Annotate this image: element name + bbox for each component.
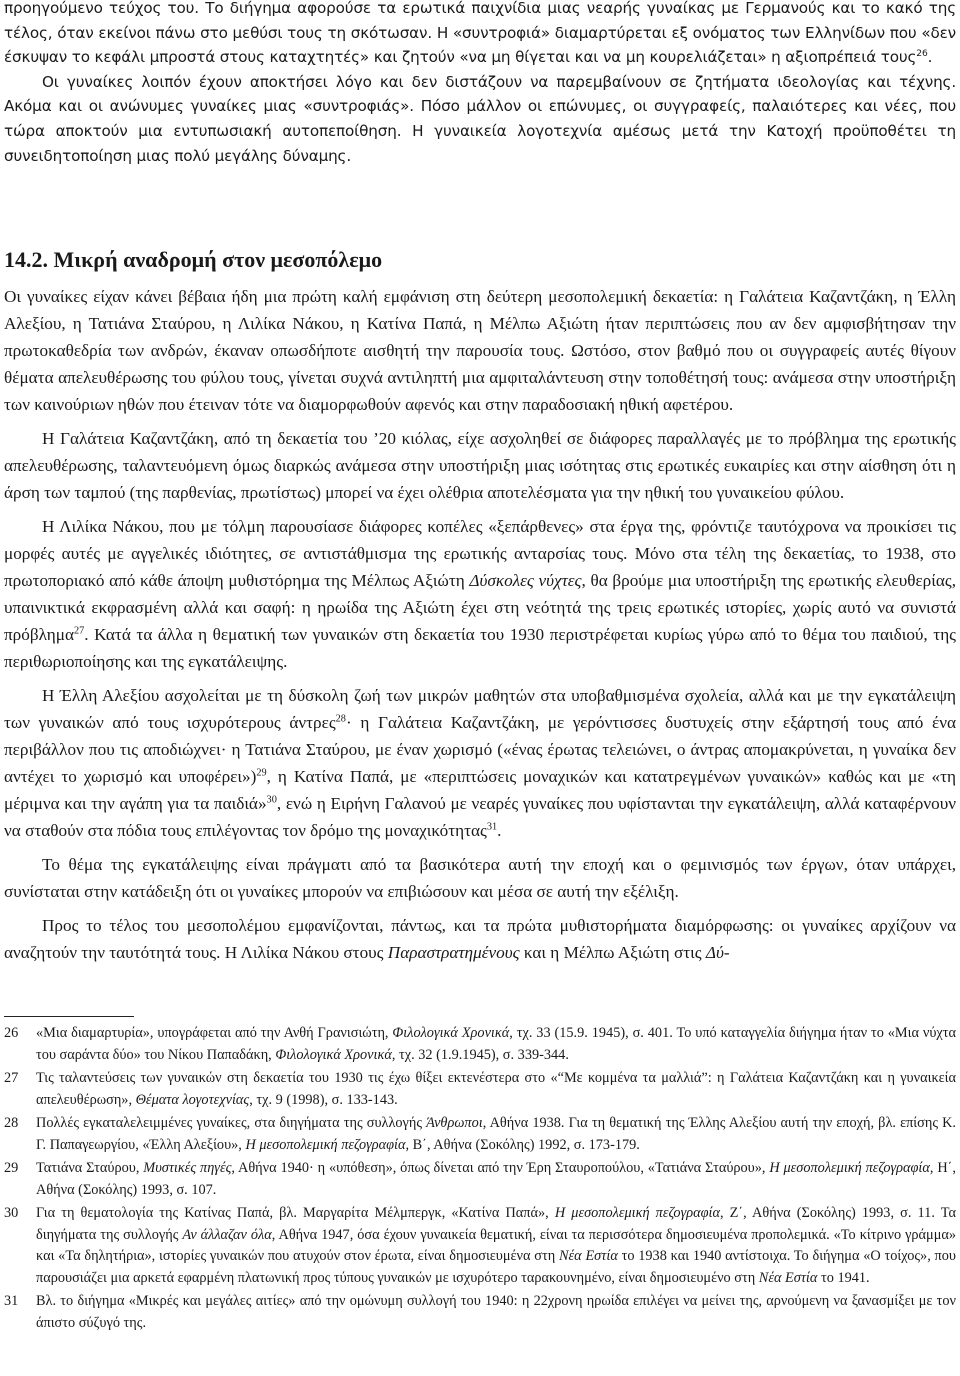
book-title: Δύ- — [705, 942, 730, 962]
footnote-number: 27 — [4, 1070, 19, 1086]
footnote-number: 30 — [4, 1205, 19, 1221]
footnote-number: 31 — [4, 1293, 19, 1309]
body-paragraph-5: Το θέμα της εγκατάλειψης είναι πράγματι από τα βασικότερα αυτή την εποχή και ο φεμινισμός των έργων, όταν υπάρχει, συνίσταται στην κατάδειξη ότι οι γυναίκες μπορούν να επιβιώσουν και μέσα σε αυτή την εξέλιξη. — [4, 854, 956, 901]
book-title: Παραστρατημένους — [387, 942, 520, 962]
footnote-divider — [4, 1016, 134, 1017]
footnote-ref-27[interactable]: 27 — [73, 625, 85, 637]
body-paragraph-4: Η Έλλη Αλεξίου ασχολείται με τη δύσκολη ζωή των μικρών μαθητών στα υποβαθμισμένα σχολεία, αλλά και με την εγκατάλειψη των γυναικών από τους ισχυρότερους άντρες$^{28}$· η Γαλάτεια Καζαντζάκη, με γερόντισσες δυστυχείς στην εξάρτησή τους από ένα περιβάλλον που τις αποδιώχνει· η Τατιάνα Σταύρου, με έναν χωρισμό («ένας έρωτας τελειώνει, ο άντρας απομακρύνεται, η γυναίκα δεν αντέχει το χωρισμό και υποφέρει»)$^{29}$, η Κατίνα Παπά, με «περιπτώσεις μοναχικών και κατατρεγμένων γυναικών» καθώς και με «τη μέριμνα και την αγάπη για τα παιδιά»$^{30}$, ενώ η Ειρήνη Γαλανού με νεαρές γυναίκες που υφίστανται την εγκατάλειψη, αλλά καταφέρνουν να σταθούν στα πόδια τους επιλέγοντας τον δρόμο της μοναχικότητας$^{31}$. — [4, 685, 957, 841]
footnotes — [4, 1023, 956, 1336]
footnote-number: 28 — [4, 1115, 19, 1131]
book-title: Δύσκολες νύχτες — [469, 570, 582, 590]
body-paragraph-2: Η Γαλάτεια Καζαντζάκη, από τη δεκαετία του ’20 κιόλας, είχε ασχοληθεί σε διάφορες παραλλαγές με το πρόβλημα της ερωτικής απελευθέρωσης, ταλαντευόμενη όμως διαρκώς ανάμεσα στην υποστήριξη μιας ισότητας στις ερωτικές ευκαιρίες και στην αίσθηση ότι η άρση των ταμπού (της παρθενίας, πρωτίστως) μπορεί να έχει ολέθρια αποτελέσματα για την ηθική του γυναικείου φύλου. — [4, 428, 956, 503]
section-body — [4, 283, 956, 966]
body-paragraph-1: Οι γυναίκες είχαν κάνει βέβαια ήδη μια πρώτη καλή εμφάνιση στη δεύτερη μεσοπολεμική δεκαετία: η Γαλάτεια Καζαντζάκη, η Έλλη Αλεξίου, η Τατιάνα Σταύρου, η Λιλίκα Νάκου, η Κατίνα Παπά, η Μέλπω Αξιώτη ήταν περιπτώσεις που αν δεν αμφισβήτησαν την πρωτοκαθεδρία των ανδρών, έκαναν οπωσδήποτε αισθητή την παρουσία τους. Ωστόσο, στον βαθμό που οι συγγραφείς αυτές θίγουν θέματα απελευθέρωσης του φύλου τους, γίνεται συχνά αντιληπτή μια αμφιταλάντευση στην τοποθέτησή τους: ανάμεσα στην υποστήριξη των καινούριων ηθών που έτειναν τότε να διαμορφωθούν αφενός και στην παραδοσιακή ηθική αφετέρου. — [4, 287, 956, 415]
footnote-28: 28 Πολλές εγκαταλελειμμένες γυναίκες, στα διηγήματα της συλλογής Άνθρωποι, Αθήνα 1938. Για τη θεματική της Έλλης Αλεξίου αυτή την εποχή, βλ. επίσης Κ. Γ. Παπαγεωργίου, «Έλλη Αλεξίου», Η μεσοπολεμική πεζογραφία, Β΄, Αθήνα (Σοκόλης) 1992, σ. 173-179. — [4, 1115, 957, 1153]
footnote-31: 31 Βλ. το διήγημα «Μικρές και μεγάλες αιτίες» από την ομώνυμη συλλογή του 1940: η 22χρονη ηρωίδα επιλέγει να μείνει της, αρνούμενη να ξανασμίξει με τον άπιστο σύζυγό της. — [4, 1293, 956, 1331]
footnote-29: 29 Τατιάνα Σταύρου, Μυστικές πηγές, Αθήνα 1940· η «υπόθεση», όπως δίνεται από την Έρη Σταυροπούλου, «Τατιάνα Σταύρου», Η μεσοπολεμική πεζογραφία, Η΄, Αθήνα (Σοκόλης) 1993, σ. 107. — [4, 1160, 956, 1198]
section-heading: 14.2. Μικρή αναδρομή στον μεσοπόλεμο — [4, 247, 383, 272]
intro-section — [4, 0, 956, 168]
footnote-ref-26[interactable]: 26 — [916, 49, 928, 60]
footnote-ref-30[interactable]: 30 — [266, 794, 277, 806]
footnote-ref-29[interactable]: 29 — [256, 767, 267, 779]
body-paragraph-3: Η Λιλίκα Νάκου, που με τόλμη παρουσίασε διάφορες κοπέλες «ξεπάρθενες» στα έργα της, φρόντιζε ταυτόχρονα να προικίσει τις μορφές αυτές με αγγελικές ιδιότητες, σε αντιστάθμισμα της ερωτικής ανταρσίας τους. Μόνο στα τέλη της δεκαετίας, το 1938, στο πρωτοποριακό από κάθε άποψη μυθιστόρημα της Μέλπως Αξιώτη Δύσκολες νύχτες, θα βρούμε μια υποστήριξη της ερωτικής ελευθερίας, υπαινικτικά εκφρασμένη αλλά και σαφή: η ηρωίδα της Αξιώτη έχει στη νεότητά της τρεις ερωτικές ιστορίες, χωρίς αυτό να συνιστά πρόβλημα$^{27}$. Κατά τα άλλα η θεματική των γυναικών στη δεκαετία του 1930 περιστρέφεται κυρίως γύρω από το θέμα του παιδιού, της περιθωριοποίησης και της εγκατάλειψης. — [4, 516, 956, 672]
footnote-ref-31[interactable]: 31 — [486, 821, 498, 833]
footnote-number: 26 — [4, 1025, 19, 1041]
footnote-30: 30 Για τη θεματολογία της Κατίνας Παπά, βλ. Μαργαρίτα Μέλμπεργκ, «Κατίνα Παπά», Η μεσοπολεμική πεζογραφία, Ζ΄, Αθήνα (Σοκόλης) 1993, σ. 11. Τα διηγήματα της συλλογής Αν άλλαζαν όλα, Αθήνα 1947, όσα έχουν γυναικεία θεματική, είναι τα περισσότερα δημοσιευμένα προπολεμικά. «Το κίτρινο γράμμα» και «Τα δηλητήρια», ιστορίες γυναικών που ατυχούν στον έρωτα, είναι δημοσιευμένα στη Νέα Εστία το 1938 και 1940 αντίστοιχα. Το διήγημα «Ο τοίχος», που παρουσιάζει μια αρκετά εφαρμένη πλατωνική προς τύπους γυναικών με ισχυρότερο ταρακουνημένο, είναι δημοσιευμένο στη Νέα Εστία το 1941. — [4, 1205, 956, 1286]
body-paragraph-6: Προς το τέλος του μεσοπολέμου εμφανίζονται, πάντως, και τα πρώτα μυθιστορήματα διαμόρφωσης: οι γυναίκες αρχίζουν να αναζητούν την ταυτότητά τους. Η Λιλίκα Νάκου στους Παραστρατημένους και η Μέλπω Αξιώτη στις Δύ- — [4, 915, 956, 962]
footnote-26: 26 «Μια διαμαρτυρία», υπογράφεται από την Ανθή Γρανισιώτη, Φιλολογικά Χρονικά, τχ. 33 (15.9. 1945), σ. 401. Το υπό καταγγελία διήγημα ήταν το «Μια νύχτα του σαράντα δύο» του Νίκου Παπαδάκη, Φιλολογικά Χρονικά, τχ. 32 (1.9.1945), σ. 339-344. — [4, 1025, 956, 1063]
footnote-27: 27 Τις ταλαντεύσεις των γυναικών στη δεκαετία του 1930 τις έχω θίξει εκτενέστερα στο «“Με κομμένα τα μαλλιά”: η Γαλάτεια Καζαντζάκη και η γυναικεία απελευθέρωση», Θέματα λογοτεχνίας, τχ. 9 (1998), σ. 133-143. — [4, 1070, 956, 1108]
intro-paragraph-2: Οι γυναίκες λοιπόν έχουν αποκτήσει λόγο και δεν διστάζουν να παρεμβαίνουν σε ζητήματα ιδεολογίας και τέχνης. Ακόμα και οι ανώνυμες γυναίκες μιας «συντροφιάς». Πόσο μάλλον οι επώνυμες, οι συγγραφείς, παλαιότερες και νέες, που τώρα αποκτούν μια εντυπωσιακή αυτοπεποίθηση. Η γυναικεία λογοτεχνία αμέσως μετά την Κατοχή προϋποθέτει τη συνειδητοποίηση μιας πολύ μεγάλης δύναμης. — [4, 72, 956, 165]
intro-paragraph-1: προηγούμενο τεύχος του. Το διήγημα αφορούσε τα ερωτικά παιχνίδια μιας νεαρής γυναίκας με Γερμανούς και το κακό της τέλος, όταν εκείνοι πάνω στο μεθύσι τους τη σκότωσαν. Η «συντροφιά» διαμαρτύρεται εξ ονόματος των Ελληνίδων που «δεν έσκυψαν το κεφάλι μπροστά στους καταχτητές» και ζητούν «να μη θίγεται και να μη κουρελιάζεται» η αξιοπρέπειά τους$^{26}$. — [4, 0, 956, 67]
footnote-number: 29 — [4, 1160, 19, 1176]
footnote-ref-28[interactable]: 28 — [335, 713, 346, 725]
